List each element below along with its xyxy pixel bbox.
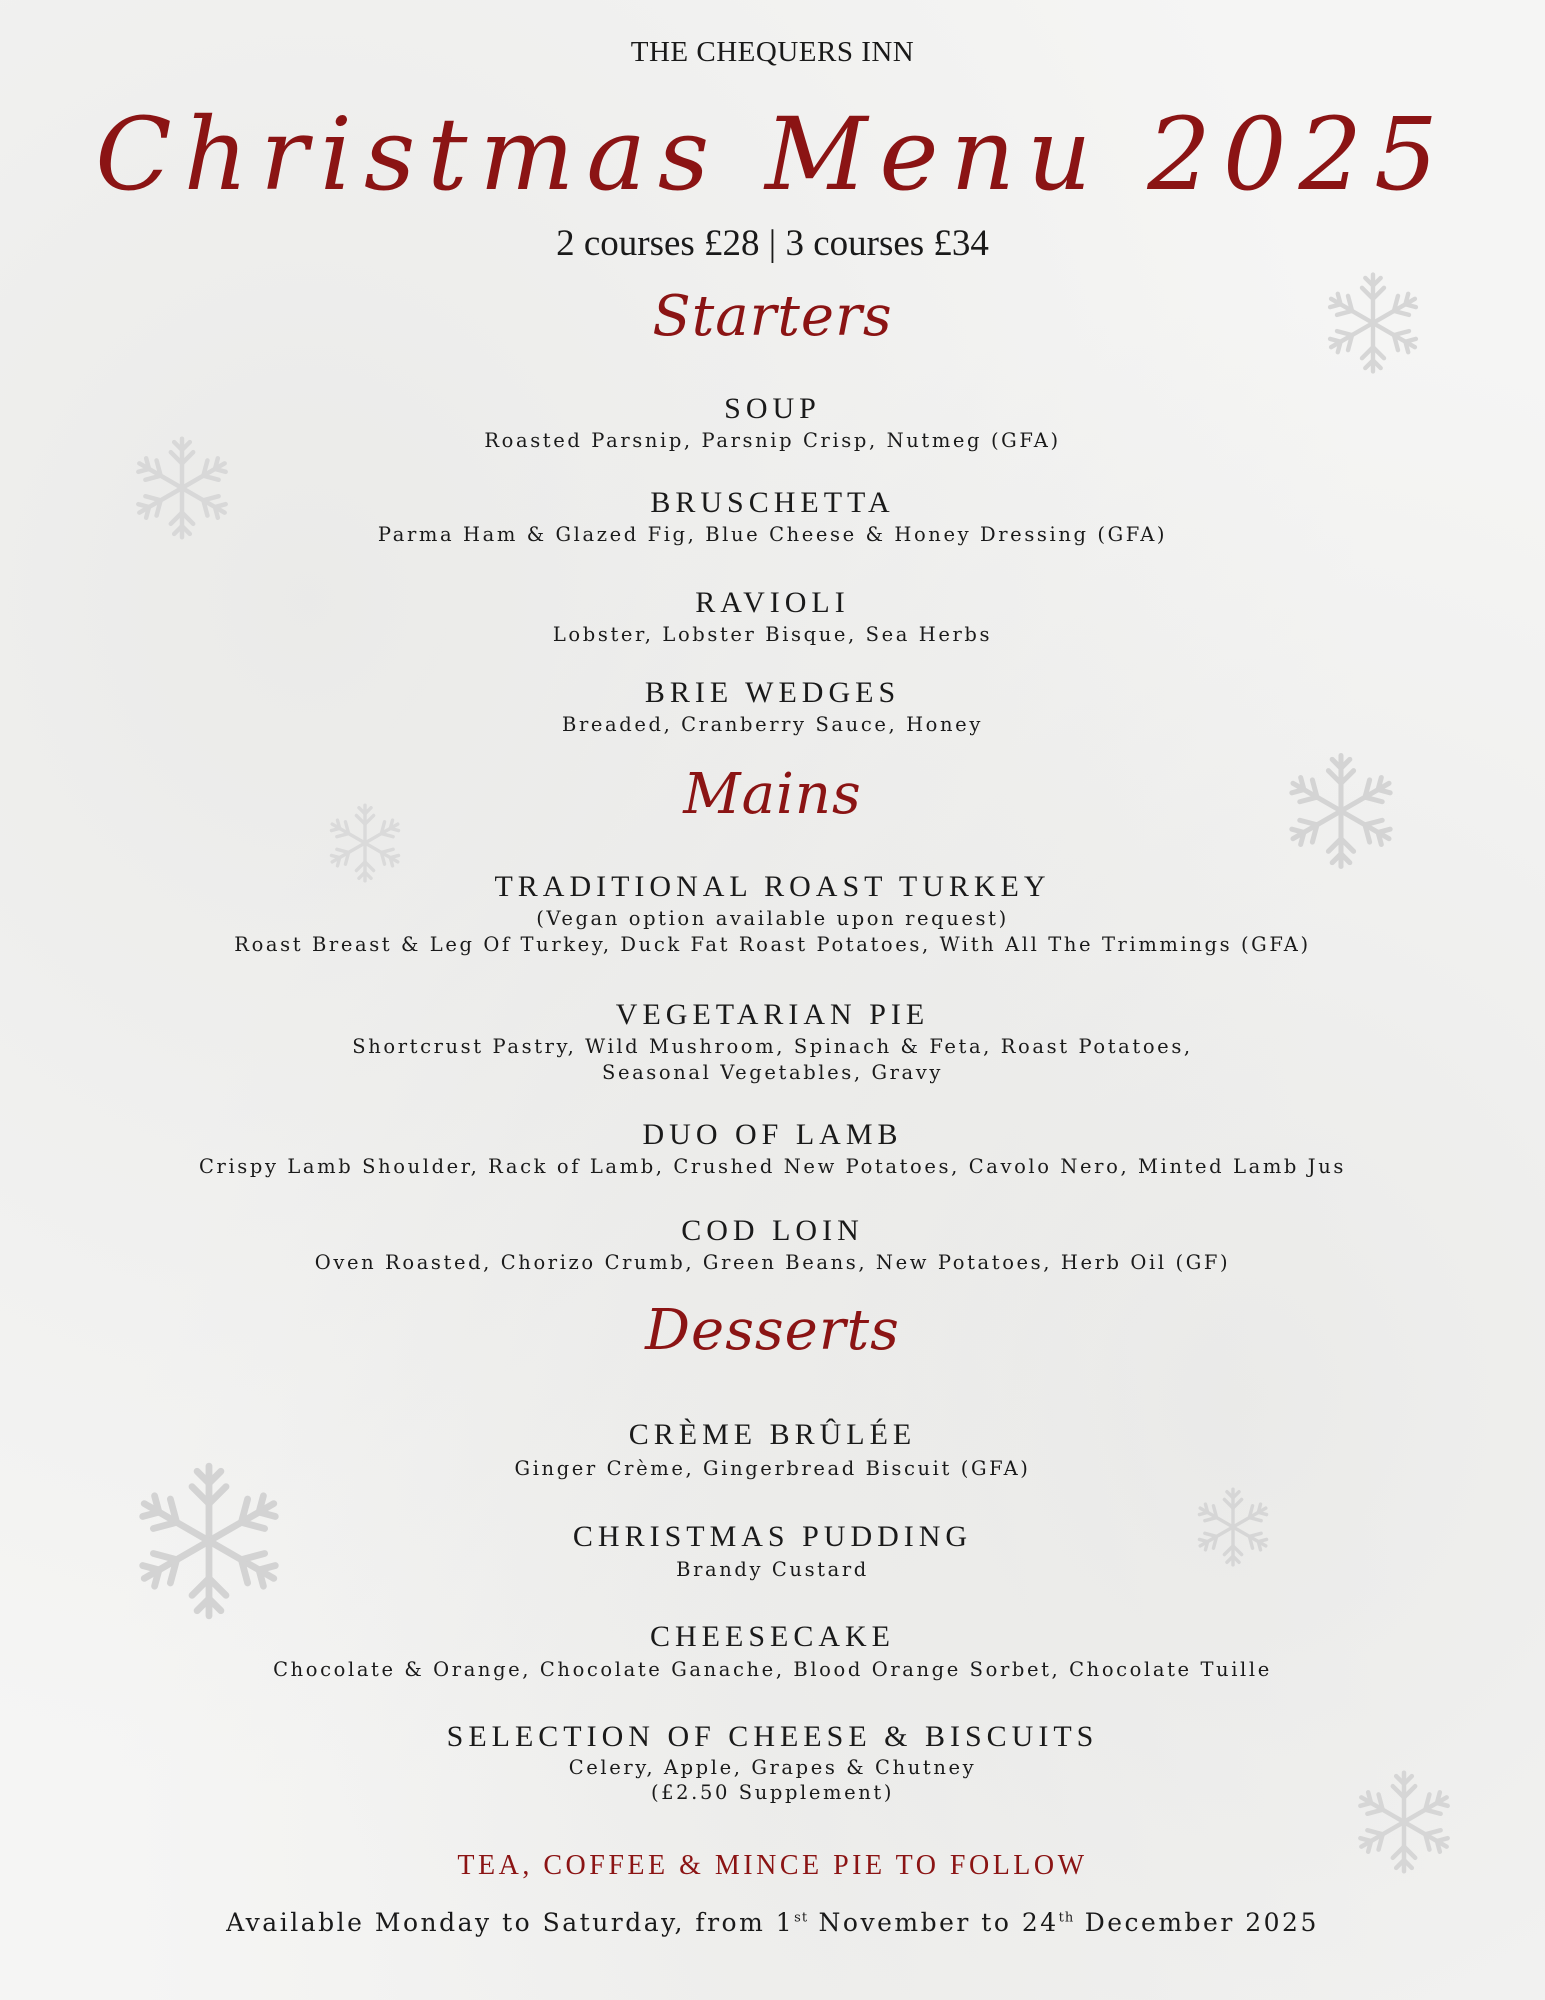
item-name: COD LOIN <box>681 1214 864 1247</box>
section-heading-desserts: Desserts <box>645 1298 900 1363</box>
item-description: Chocolate & Orange, Chocolate Ganache, Blood Orange Sorbet, Chocolate Tuille <box>273 1658 1272 1681</box>
item-description: Seasonal Vegetables, Gravy <box>601 1061 944 1084</box>
item-description: Roast Breast & Leg Of Turkey, Duck Fat Roast Potatoes, With All The Trimmings (GFA) <box>234 933 1311 956</box>
item-name: BRUSCHETTA <box>650 486 895 519</box>
ordinal-suffix: th <box>1058 1910 1075 1926</box>
availability-note <box>0 1908 1545 1937</box>
item-note: (Vegan option available upon request) <box>536 907 1009 930</box>
section-heading-starters: Starters <box>652 284 893 349</box>
availability-text: November to 24 <box>808 1908 1059 1937</box>
item-name: SELECTION OF CHEESE & BISCUITS <box>446 1720 1099 1753</box>
item-description: Ginger Crème, Gingerbread Biscuit (GFA) <box>514 1457 1031 1480</box>
availability-text: December 2025 <box>1074 1908 1319 1937</box>
item-name: VEGETARIAN PIE <box>615 998 930 1031</box>
ordinal-suffix: st <box>794 1910 809 1926</box>
item-description: Lobster, Lobster Bisque, Sea Herbs <box>552 623 993 646</box>
item-description: Parma Ham & Glazed Fig, Blue Cheese & Honey Dressing (GFA) <box>377 523 1168 546</box>
venue-name: THE CHEQUERS INN <box>630 36 915 68</box>
pricing: 2 courses £28 | 3 courses £34 <box>556 223 989 264</box>
section-heading-mains: Mains <box>683 762 862 827</box>
item-name: DUO OF LAMB <box>642 1118 903 1151</box>
availability-text: Available Monday to Saturday, from 1 <box>226 1908 795 1937</box>
item-name: TRADITIONAL ROAST TURKEY <box>494 870 1051 903</box>
item-description: Oven Roasted, Chorizo Crumb, Green Beans, New Potatoes, Herb Oil (GF) <box>314 1251 1231 1274</box>
item-description: Roasted Parsnip, Parsnip Crisp, Nutmeg (GFA) <box>484 429 1061 452</box>
item-name: CHEESECAKE <box>650 1620 895 1653</box>
item-name: BRIE WEDGES <box>644 676 901 709</box>
follow-note: TEA, COFFEE & MINCE PIE TO FOLLOW <box>457 1850 1088 1881</box>
item-name: SOUP <box>724 392 821 425</box>
item-name: CHRISTMAS PUDDING <box>572 1520 973 1553</box>
item-description: Crispy Lamb Shoulder, Rack of Lamb, Crushed New Potatoes, Cavolo Nero, Minted Lamb Jus <box>199 1155 1346 1178</box>
item-description: Shortcrust Pastry, Wild Mushroom, Spinach & Feta, Roast Potatoes, <box>352 1035 1193 1058</box>
menu-title: Christmas Menu 2025 <box>95 96 1450 213</box>
item-name: RAVIOLI <box>695 586 850 619</box>
item-description: Breaded, Cranberry Sauce, Honey <box>562 713 983 736</box>
item-description: Brandy Custard <box>676 1558 869 1581</box>
item-description: (£2.50 Supplement) <box>650 1781 895 1804</box>
item-description: Celery, Apple, Grapes & Chutney <box>568 1756 977 1779</box>
item-name: CRÈME BRÛLÉE <box>628 1418 917 1451</box>
